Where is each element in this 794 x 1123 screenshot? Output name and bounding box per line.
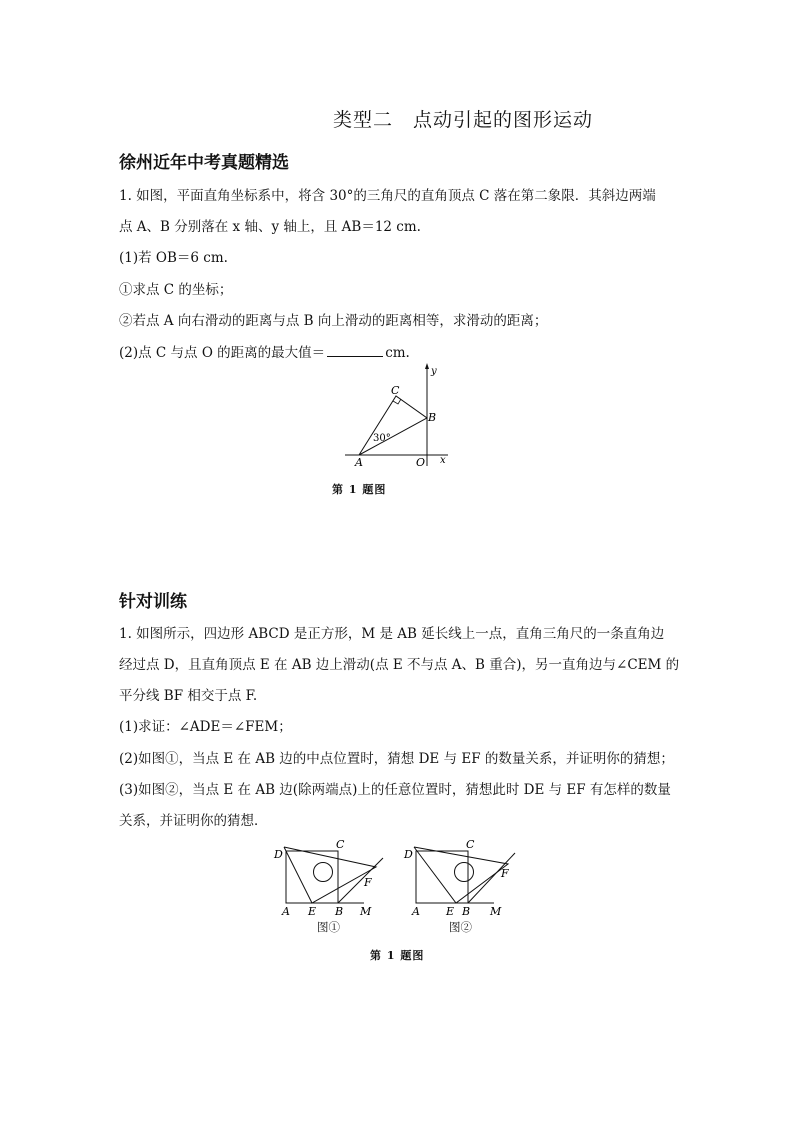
q2-suffix: cm. bbox=[385, 345, 410, 361]
problem-line: (2)如图①，当点 E 在 AB 边的中点位置时，猜想 DE 与 EF 的数量关系，并证明你的猜想； bbox=[119, 751, 674, 767]
problem-line: 经过点 D，且直角顶点 E 在 AB 边上滑动(点 E 不与点 A、B 重合)，另一直角边与∠CEM 的 bbox=[119, 657, 680, 673]
label-m: M bbox=[360, 905, 372, 918]
label-o: O bbox=[416, 456, 426, 469]
label-e: E bbox=[308, 905, 317, 918]
problem-line: (3)如图②，当点 E 在 AB 边(除两端点)上的任意位置时，猜想此时 DE 与 EF 有怎样的数量 bbox=[119, 782, 671, 798]
right-triangle-ruler bbox=[414, 847, 508, 903]
label-d: D bbox=[404, 848, 413, 861]
label-b: B bbox=[428, 411, 437, 424]
square-abcd bbox=[416, 851, 468, 903]
triangle-abc bbox=[359, 396, 427, 455]
square-figure-1 bbox=[272, 833, 390, 918]
figure-1-caption: 图① bbox=[317, 920, 340, 934]
label-a: A bbox=[282, 905, 290, 918]
label-d: D bbox=[274, 848, 283, 861]
label-c: C bbox=[336, 838, 345, 851]
problem-line: 1. 如图所示，四边形 ABCD 是正方形，M 是 AB 延长线上一点，直角三角尺的一条直角边 bbox=[119, 626, 665, 642]
label-m: M bbox=[490, 905, 502, 918]
label-a: A bbox=[412, 905, 420, 918]
figure-caption: 第 1 题图 bbox=[332, 483, 387, 496]
square-figure-2 bbox=[402, 833, 522, 918]
label-angle-30: 30° bbox=[373, 433, 391, 444]
problem-line: ①求点 C 的坐标； bbox=[119, 282, 233, 298]
problem-line: (1)求证：∠ADE＝∠FEM； bbox=[119, 719, 292, 735]
label-b: B bbox=[335, 905, 344, 918]
problem-line: (1)若 OB＝6 cm. bbox=[119, 250, 228, 266]
label-c: C bbox=[391, 384, 400, 397]
coordinate-triangle-figure bbox=[340, 362, 452, 470]
problem-line: ②若点 A 向右滑动的距离与点 B 向上滑动的距离相等，求滑动的距离； bbox=[119, 313, 548, 329]
label-f: F bbox=[364, 876, 372, 889]
ruler-hole bbox=[455, 863, 474, 882]
right-triangle-ruler bbox=[284, 847, 376, 903]
label-e: E bbox=[446, 905, 455, 918]
problem-line: 平分线 BF 相交于点 F. bbox=[119, 688, 258, 704]
problem-line: 1. 如图，平面直角坐标系中，将含 30°的三角尺的直角顶点 C 落在第二象限．其斜边两端 bbox=[119, 188, 656, 204]
label-a: A bbox=[355, 456, 363, 469]
section-heading-practice: 针对训练 bbox=[119, 592, 187, 612]
label-b: B bbox=[462, 905, 471, 918]
label-x: x bbox=[440, 455, 446, 466]
figure-caption: 第 1 题图 bbox=[370, 949, 425, 962]
problem-line: 关系，并证明你的猜想． bbox=[119, 813, 268, 829]
y-axis-arrow bbox=[425, 363, 429, 369]
answer-blank bbox=[327, 344, 383, 357]
label-y: y bbox=[431, 366, 437, 377]
label-f: F bbox=[501, 867, 509, 880]
bisector-bf bbox=[338, 858, 383, 903]
problem-line-q2 bbox=[119, 344, 410, 361]
page-title: 类型二 点动引起的图形运动 bbox=[333, 109, 594, 131]
q2-prefix: (2)点 C 与点 O 的距离的最大值＝ bbox=[119, 345, 326, 361]
section-heading-exam-questions: 徐州近年中考真题精选 bbox=[119, 153, 289, 173]
ruler-hole bbox=[314, 863, 333, 882]
figure-2-caption: 图② bbox=[449, 920, 472, 934]
square-abcd bbox=[286, 851, 338, 903]
label-c: C bbox=[466, 838, 475, 851]
problem-line: 点 A、B 分别落在 x 轴、y 轴上，且 AB＝12 cm. bbox=[119, 219, 421, 235]
